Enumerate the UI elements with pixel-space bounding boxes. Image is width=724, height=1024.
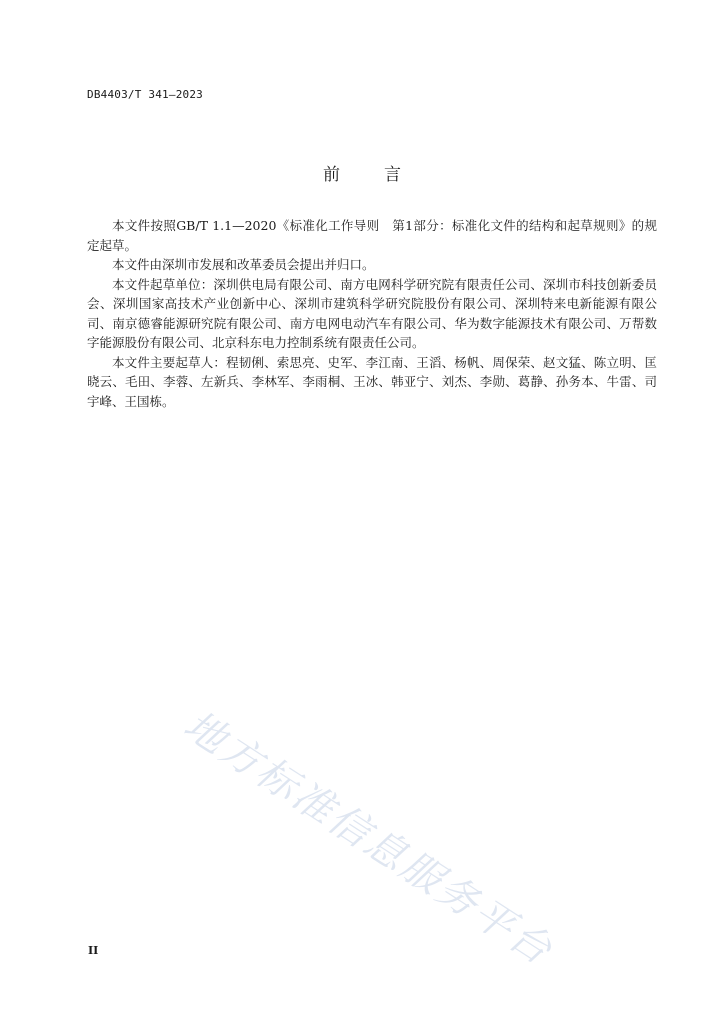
paragraph-drafting-units: 本文件起草单位：深圳供电局有限公司、南方电网科学研究院有限责任公司、深圳市科技创新委员会、深圳国家高技术产业创新中心、深圳市建筑科学研究院股份有限公司、深圳特来电新能源有限公司、南京德睿能源研究院有限公司、南方电网电动汽车有限公司、华为数字能源技术有限公司、万帮数字能源股份有限公司、北京科东电力控制系统有限责任公司。 [87, 276, 657, 350]
paragraph-drafters: 本文件主要起草人：程韧俐、索思亮、史军、李江南、王滔、杨帆、周保荣、赵文猛、陈立明、匡晓云、毛田、李蓉、左新兵、李林军、李雨桐、王冰、韩亚宁、刘杰、李勋、葛静、孙务本、牛雷、司宇峰、王国栋。 [87, 354, 657, 409]
page-title [0, 160, 724, 185]
page-number: II [88, 944, 99, 957]
title-char-2: 言 [384, 165, 401, 185]
document-code: DB4403/T 341—2023 [87, 88, 203, 101]
watermark: 地方标准信息服务平台 [175, 702, 562, 975]
paragraph-drafting-rules: 本文件按照GB/T 1.1—2020《标准化工作导则 第1部分：标准化文件的结构和起草规则》的规定起草。 [87, 218, 657, 253]
foreword-body [87, 216, 657, 411]
paragraph-proposer: 本文件由深圳市发展和改革委员会提出并归口。 [112, 257, 375, 272]
title-char-1: 前 [323, 165, 340, 185]
